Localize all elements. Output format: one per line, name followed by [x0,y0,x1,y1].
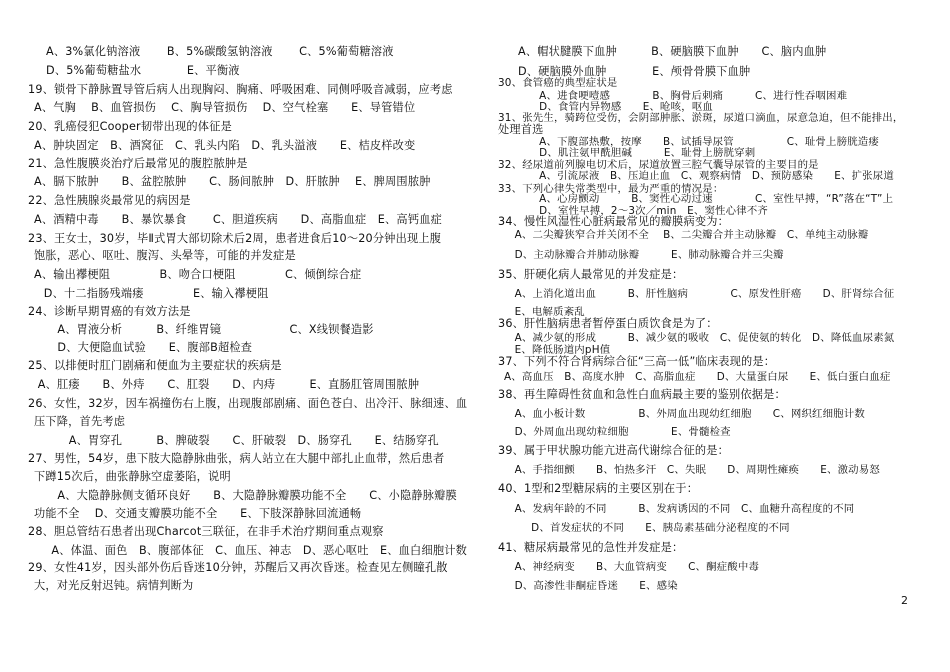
left-line: D、十二指肠残端瘘 E、输入襻梗阻 [40,286,269,300]
left-line: 29、女性41岁，因头部外伤后昏迷10分钟，苏醒后又再次昏迷。检查见左侧瞳孔散 [28,560,448,574]
left-line: 功能不全 D、交通支瓣膜功能不全 E、下肢深静脉回流通畅 [34,506,362,520]
right-line: 39、属于甲状腺功能亢进高代谢综合征的是： [498,444,729,458]
right-line: D、外周血出现幼粒细胞 E、骨髓检查 [504,426,731,438]
right-line: 37、下列不符合肾病综合征“三高一低”临床表现的是： [498,355,776,369]
right-line: A、下腹部热敷，按摩 B、试插导尿管 C、耻骨上膀胱造瘘 [518,136,879,149]
right-line: 36、肝性脑病患者暂停蛋白质饮食是为了： [498,317,718,331]
right-line: D、首发症状的不同 E、胰岛素基础分泌程度的不同 [510,522,790,535]
left-line: A、输出襻梗阻 B、吻合口梗阻 C、倾倒综合症 [34,267,362,281]
right-line: D、硬脑膜外血肿 E、颅骨骨膜下血肿 [518,64,751,78]
right-line: A、帽状腱膜下血肿 B、硬脑膜下血肿 C、脑内血肿 [518,45,827,58]
left-line: D、5%葡萄糖盐水 E、平衡液 [46,63,240,77]
right-line: 40、1型和2型糖尿病的主要区别在于： [498,482,699,496]
right-line: 33、下列心律失常类型中，最为严重的情况是： [498,182,724,195]
right-line: A、神经病变 B、大血管病变 C、酮症酸中毒 [504,560,760,573]
right-line: 32、经尿道前列腺电切术后，尿道放置三腔气囊导尿管的主要目的是 [498,159,819,172]
right-line: A、发病年龄的不同 B、发病诱因的不同 C、血糖升高程度的不同 [504,503,855,515]
left-line: 24、诊断早期胃癌的有效方法是 [28,304,191,318]
right-line: A、引流尿液 B、压迫止血 C、观察病情 D、预防感染 E、扩张尿道 [518,170,894,183]
left-line: A、气胸 B、血管损伤 C、胸导管损伤 D、空气栓塞 E、导管错位 [34,101,416,115]
left-line: 19、锁骨下静脉置导管后病人出现胸闷、胸痛、呼吸困难、同侧呼吸音减弱，应考虑 [28,82,453,96]
left-line: A、3%氯化钠溶液 B、5%碳酸氢钠溶液 C、5%葡萄糖溶液 [46,45,394,58]
right-line: 处理首选 [498,122,544,136]
left-line: 20、乳癌侵犯Cooper韧带出现的体征是 [28,120,232,134]
right-line: D、肌注氨甲酰胆碱 E、耻骨上膀胱穿刺 [518,147,756,159]
right-line: D、主动脉瓣合并肺动脉瓣 E、肺动脉瓣合并三尖瓣 [504,248,784,261]
right-line: A、心房颤动 B、窦性心动过速 C、室性早搏，“R”落在“T”上 [518,193,894,206]
left-line: A、膈下脓肿 B、盆腔脓肿 C、肠间脓肿 D、肝脓肿 E、脾周围脓肿 [34,175,431,189]
right-line: 38、再生障碍性贫血和急性白血病最主要的鉴别依据是： [498,387,786,401]
left-line: 下蹲15次后，曲张静脉空虚萎陷，说明 [34,470,231,483]
right-line: 41、糖尿病最常见的急性并发症是： [498,540,684,554]
right-line: 34、慢性风湿性心脏病最常见的瓣膜病变为： [498,214,729,228]
left-line: 大，对光反射迟钝。病情判断为 [34,579,194,592]
left-line: 饱胀，恶心、呕吐、腹泻、头晕等，可能的并发症是 [34,248,296,262]
page-number: 2 [901,594,908,607]
right-line: A、血小板计数 B、外周血出现幼红细胞 C、网织红细胞计数 [504,407,865,420]
left-line: 25、以排便时肛门剧痛和便血为主要症状的疾病是 [28,359,282,373]
left-line: A、胃液分析 B、纤维胃镜 C、X线钡餐造影 [46,322,374,336]
left-line: 23、王女士，30岁，毕Ⅱ式胃大部切除术后2周，患者进食后10～20分钟出现上腹 [28,231,442,245]
left-line: 22、急性胰腺炎最常见的病因是 [28,193,191,207]
right-line: A、手指细颤 B、怕热多汗 C、失眠 D、周期性瘫痪 E、激动易怒 [504,464,880,477]
left-line: A、大隐静脉侧支循环良好 B、大隐静脉瓣膜功能不全 C、小隐静脉瓣膜 [46,488,457,502]
right-line: D、高渗性非酮症昏迷 E、感染 [504,580,678,592]
right-line: E、降低肠道内pH值 [504,344,611,357]
right-line: 31、张先生，骑跨位受伤，会阴部肿胀、淤斑，尿道口滴血，尿意急迫，但不能排出， [498,112,904,125]
right-line: A、进食哽噎感 B、胸骨后刺痛 C、进行性吞咽困难 [518,89,848,102]
left-line: A、酒精中毒 B、暴饮暴食 C、胆道疾病 D、高脂血症 E、高钙血症 [34,212,442,226]
left-line: A、肿块固定 B、酒窝征 C、乳头内陷 D、乳头溢液 E、桔皮样改变 [34,139,416,153]
right-line: A、高血压 B、高度水肿 C、高脂血症 D、大量蛋白尿 E、低白蛋白血症 [504,370,891,383]
right-line: D、食管内异物感 E、呛咳，呕血 [518,100,714,113]
left-line: 26、女性，32岁，因车祸撞伤右上腹，出现腹部剧痛、面色苍白、出冷汗、脉细速、血 [28,397,468,411]
right-line: 35、肝硬化病人最常见的并发症是： [498,267,684,281]
right-line: A、二尖瓣狭窄合并关闭不全 B、二尖瓣合并主动脉瓣 C、单纯主动脉瓣 [504,228,869,241]
right-line: E、电解质紊乱 [504,305,585,318]
left-line: A、肛瘘 B、外痔 C、肛裂 D、内痔 E、直肠肛管周围脓肿 [34,378,420,392]
right-line: 30、食管癌的典型症状是 [498,77,618,90]
right-line: A、上消化道出血 B、肝性脑病 C、原发性肝癌 D、肝肾综合征 [504,287,895,300]
left-line: D、大便隐血试验 E、腹部B超检查 [46,340,253,354]
left-line: 压下降，首先考虑 [34,415,126,429]
right-line: D、室性早搏，2～3次／min E、窦性心律不齐 [518,204,769,217]
right-line: A、减少氨的形成 B、减少氨的吸收 C、促使氨的转化 D、降低血尿素氮 [504,331,895,344]
left-line: 27、男性，54岁，患下肢大隐静脉曲张，病人站立在大腿中部扎止血带，然后患者 [28,451,445,465]
left-line: A、胃穿孔 B、脾破裂 C、肝破裂 D、肠穿孔 E、结肠穿孔 [46,433,439,447]
left-line: A、体温、面色 B、腹部体征 C、血压、神志 D、恶心呕吐 E、血白细胞计数 [40,543,467,557]
left-line: 21、急性腹膜炎治疗后最常见的腹腔脓肿是 [28,157,248,171]
left-line: 28、胆总管结石患者出现Charcot三联征，在非手术治疗期间重点观察 [28,524,384,538]
